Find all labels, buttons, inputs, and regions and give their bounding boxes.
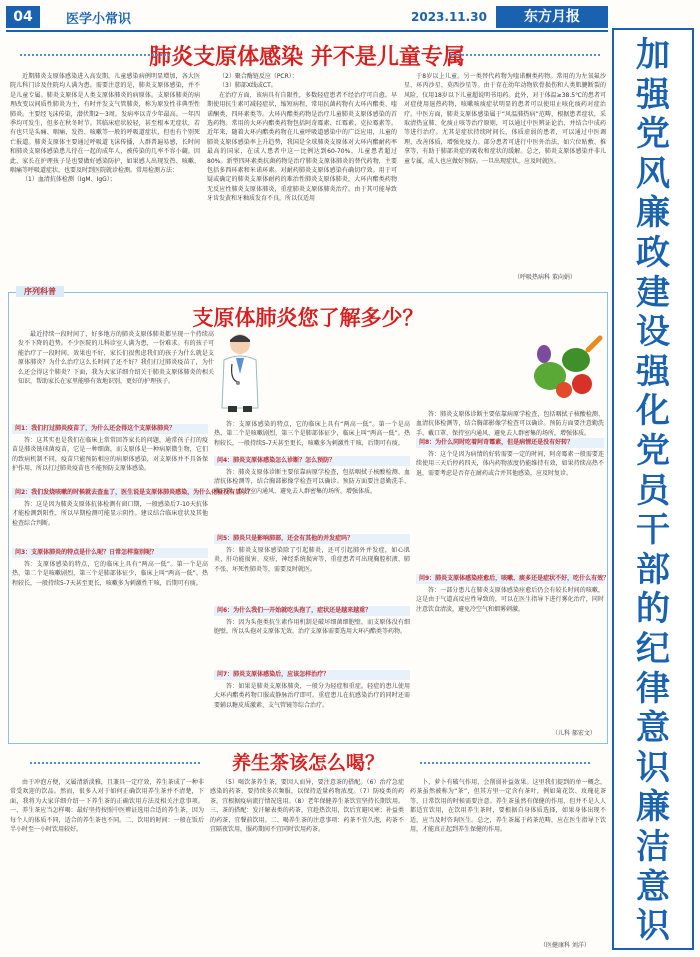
article2-intro — [18, 330, 214, 418]
title3-dots-right — [420, 762, 590, 766]
answer-text: 答：这其实也是我们在临床上常常回答家长的问题，通常孩子打的疫苗是肺炎链球菌疫苗，它是一种细菌，而支原体是一种病原微生物，它们的致病机制不同，疫苗只能预防相应的病原体感染，对支原体并不具备保护作用，所以打过肺炎疫苗也不能预防支原体感染。 — [12, 437, 208, 473]
article1-paragraph: 于8岁以上儿童。另一类替代药物为喹诺酮类药物。常用的为左氧氟沙星、环丙沙星、莫西沙星等。由于存在幼年动物软骨损伤和人类肌腱断裂的风险，仅用18岁以下儿童超说明书用药。此外，对于体温≥38.5℃的患者可对症使用退热药物，咳嗽咳痰症状明显的患者可以使用止咳化痰药对症治疗。中医方面，肺炎支原体感染属于“风温肺热病”范畴，根据患者症状，采取清热宣肺、化痰止咳等治疗原则，可以通过中医辨证论治，并结合中成药等进行治疗。尤其是症状持续时间长，体质虚弱的患者，可以通过中医调理，改善体质，增强免疫力。部分患者可进行中医外治法，如穴位贴敷、推拿等，有助于肺部炎症的吸收和症状的缓解。总之，肺炎支原体感染并非儿童专属，成人也应做好预防，一旦出现症状，应及时就医。 — [404, 73, 606, 165]
article2-intro-text: 最近持续一段时间了，好多地方的肺炎支原体肺炎都呈现一个持续高发不下降的趋势。不少医院的儿科诊室人满为患，一份难求。有的孩子可能治疗了一段时间，效果也不好，家长们很焦虑我们的孩子为什么就是支原体肺炎？为什么治疗这么长时间了还不好？我们打过肺炎疫苗了，为什么还会得这个肺炎？下面，我为大家详细介绍关于肺炎支原体肺炎的相关知识，帮助家长在家里能够有效地识别，更好的护理孩子。 — [18, 331, 214, 386]
slogan-char: 干 — [636, 510, 670, 551]
answer-1 — [12, 436, 208, 484]
article1-item: （3）肺部X线或CT。 — [219, 82, 277, 90]
column-title: 医学小常识 — [66, 12, 132, 27]
article2-col3-lead — [416, 410, 604, 437]
slogan-char: 风 — [636, 153, 670, 194]
article1-signature: （呼吸热病科 董向娟） — [514, 274, 576, 281]
question-1: 问1：我们打过肺炎疫苗了，为什么还会得这个支原体肺炎？ — [12, 424, 208, 434]
slogan-char: 员 — [636, 470, 670, 511]
question-4: 问4：肺炎支原体感染怎么诊断？怎么预防？ — [214, 456, 410, 466]
slogan-char: 意 — [636, 866, 670, 907]
answer-3 — [12, 560, 208, 736]
article3-title: 养生茶该怎么喝？ — [231, 752, 384, 774]
answer-7 — [214, 682, 410, 738]
answer-text: 答：因为头孢类抗生素作用机制是破坏细菌细胞壁，而支原体没有细胞壁，所以头孢对支原体无效。治疗支原体需要选用大环内酯类等药物。 — [214, 619, 410, 636]
answer-9 — [416, 586, 604, 710]
answer-text: 答：支原体感染的特点，它的临床上具有“两高一低”。第一个是高热，第二个是咳嗽剧烈，第三个是肺部体征少，临床上叫“两高一低”。热程较长，一般持续5-7天甚至更长，咳嗽多为刺激性干咳，后期可有痰。 — [12, 561, 208, 587]
slogan-char: 洁 — [636, 827, 670, 867]
title-dots-right — [450, 54, 600, 58]
question-3: 问3：支原体肺炎的特点是什么呢？日常怎样鉴别呢？ — [12, 548, 208, 558]
question-5: 问5：肺炎只是影响肺部，还会有其他的并发症吗？ — [214, 534, 410, 544]
article1-paragraph: 近期肺炎支原体感染进入高发期，儿童感染病例明显增加，各大医院儿科门诊及住院均人满为患。需要注意的是，肺炎支原体感染，并不是儿童专属。肺炎支原体是人类支原体肺炎的病原体。支原体肺炎的病理改变以间质性肺炎为主，有时并发支气管肺炎，称为原发性非典型性肺炎。主要经飞沫传染，潜伏期2～3周，发病率以青少年最高。一年四季均可发生，但多在秋冬时节。其临床症状较轻，甚至根本无症状，若有也只是头痛、咽痛、发热、咳嗽等一般的呼吸道症状，但也有个别死亡报道。肺炎支原体主要通过呼吸道飞沫传播，人群普遍易感，长时间和肺炎支原体感染患儿待在一起的成年人，被传染的几率不容小觑。因此，家长在护理孩子是也要做好感染防护，如果感人出现发热、咳嗽、咽痛等呼吸道症状，也要及时到医院就诊检测。常用检测方法： — [10, 73, 200, 175]
slogan-char: 识 — [636, 747, 670, 788]
title-dots-left — [20, 54, 170, 58]
slogan-char: 设 — [636, 312, 670, 353]
slogan-column — [612, 28, 694, 950]
answer-text: 答：一部分患儿在肺炎支原体感染痊愈后仍会有较长时间的咳嗽，这是由于气道高反应性导致的，可以在医生指导下进行雾化治疗，同时注意饮食清淡，避免冷空气和烟雾刺激。 — [416, 587, 604, 613]
slogan-char: 政 — [636, 233, 670, 273]
article2-title: 支原体肺炎您了解多少？ — [192, 306, 424, 330]
article3-paragraph: （5）喝饮茶养生茶，要因人而异，要注意茶的搭配。（6）治疗急症感染的药茶，要持续多次频服，以保持适量药物浓度。（7）防疫类的药茶，宜根据疫病流行情况选用。（8）老年保健养生茶饮宜坚持长期饮用。三、茶的搭配：发汗解表类的药茶，宜趁热饮用，饮后宜避风寒；补益类的药茶，宜餐前饮用。二、喝养生茶的注意事项：药茶不宜久泡，药茶不宜隔夜饮用，服药期间不宜同时饮用药茶。 — [210, 779, 404, 834]
slogan-char: 廉 — [636, 193, 670, 234]
slogan-char: 化 — [636, 391, 670, 432]
question-2: 问2：我们发烧咳嗽的时候就去查血了，医生说是支原体肺炎感染，为什么化验没有显示？ — [12, 488, 208, 498]
answer-text: 答：这是因为肺炎支原体抗体检测有窗口期，一般感染后7-10天抗体才能检测到阳性，所以早期检测可能显示阴性。建议结合临床症状及其他检查综合判断。 — [12, 501, 208, 527]
slogan-char: 建 — [636, 272, 670, 313]
slogan-char: 加 — [636, 35, 670, 75]
article3-column-3 — [410, 778, 606, 936]
article2-col2-lead — [214, 420, 410, 450]
question-9: 问9：肺炎支原体感染痊愈后，咳嗽、痰多还是症状不好，吃什么有效？ — [416, 574, 604, 584]
answer-text: 答：支原体感染的特点，它的临床上具有“两高一低”。第一个是高热，第二个是咳嗽剧烈，第三个是肺部体征少，临床上叫“两高一低”。热程较长，一般持续5-7天甚至更长，咳嗽多为刺激性干咳，后期可有痰。 — [214, 421, 410, 447]
article1-title: 肺炎支原体感染 并不是儿童专属 — [149, 45, 465, 70]
article1-item: （1）血清抗体检测（IgM、IgG）； — [22, 176, 116, 184]
answer-text: 答：如果是肺炎支原体肺炎，一般分为轻症和重症。轻症的患儿使用大环内酯类药物口服或静脉治疗即可。重症患儿在抗感染治疗的同时还需要辅以糖皮质激素、支气管镜等综合治疗。 — [214, 683, 410, 709]
slogan-char: 纪 — [636, 629, 670, 669]
question-7: 问7：肺炎支原体感染后，应该怎样治疗？ — [214, 670, 410, 680]
title3-dots-left — [30, 762, 200, 766]
answer-text: 答：这个是因为病情的好转需要一定的时间，阿奇霉素一般需要连续使用三天后停药四天，体内药物浓度仍能维持有效，如果持续高热不退，需要考虑是否存在耐药或合并其他感染，应及时复诊。 — [416, 451, 604, 477]
article2-signature: （儿科 郝宏文） — [552, 730, 596, 737]
article3-column-2 — [210, 778, 404, 950]
answer-4 — [214, 468, 410, 528]
vegetables-illustration — [530, 330, 604, 404]
page-header — [6, 6, 608, 32]
answer-5 — [214, 546, 410, 602]
question-6: 问6：为什么我们一开始就吃头孢了，症状还是越来越重？ — [214, 606, 410, 616]
slogan-char: 律 — [636, 668, 670, 709]
slogan-char: 强 — [636, 74, 670, 115]
page-number: 04 — [6, 6, 40, 28]
article3-column-1 — [10, 778, 204, 950]
answer-6 — [214, 618, 410, 666]
article3-signature: （医健康科 刘洋） — [540, 942, 590, 949]
slogan-char: 的 — [636, 589, 670, 630]
article1-column-3 — [404, 72, 606, 268]
paper-name: 东方月报 — [496, 6, 608, 28]
article1-paragraph: 在治疗方面，该病具有自限性，多数轻症患者不经治疗可自愈。早期使用抗生素可减轻症状，缩短病程，常用抗菌药物有大环内酯类、喹诺酮类、四环素类等。大环内酯类药物是治疗儿童肺炎支原体感染的首选药物。常用的大环内酯类药物包括阿奇霉素、红霉素、克拉霉素等。近年来，随着大环内酯类药物在儿童呼吸道感染中的广泛应用，儿童的肺炎支原体感染率上升趋势，我国是全球肺炎支原体对大环内酯耐药率最高的国家，在成人患者中这一比例达到60-70%，儿童患者超过80%。新型四环素类抗菌药物是治疗肺炎支原体肺炎的替代药物，主要包括多西环素和米诺环素。对耐药肺炎支原体感染有确切疗效。用于可疑或确定的肺炎支原体耐药的难治性肺炎支原体肺炎，大环内酯类药物无反应性肺炎支原体肺炎，重症肺炎支原体肺炎治疗。由于其可能导致牙齿发黄和牙釉质发育不良，所以仅适用 — [207, 91, 397, 203]
article3-paragraph: 由于冲泡方便，又属清新淡雅，且兼具一定疗效，养生茶成了一种非常受欢迎的饮品。然而，很多人对于如何正确饮用养生茶并不清楚，下面，我将为大家详细介绍一下养生茶的正确饮用方法及相关注意事项。一、养生茶应当怎样喝：最好坚持按照中医辨证选用合适的养生茶，因为每个人的体质不同，适合的养生茶也不同。二、饮用的时间：一般在饭后半小时至一小时饮用较好。 — [10, 779, 204, 834]
answer-8 — [416, 450, 604, 570]
slogan-char: 强 — [636, 351, 670, 392]
slogan-char: 党 — [636, 431, 670, 471]
article3-paragraph: 卜、萝卜有破气作用，会削弱补益效果。这里我们提到的单一概念，药茶虽然被称为“茶”，但其方里一定含有茶叶，例如菊花饮、玫瑰花茶等，日常饮用的时候需要注意。养生茶虽然有保健的作用，但并不是人人都适宜饮用，在饮用养生茶时，要根据自身体质选择，如果身体出现不适，应当及时咨询医生。总之，养生茶属于药茶范畴，应在医生指导下饮用，才能真正起到养生保健的作用。 — [410, 779, 606, 834]
answer-text: 答：肺炎支原体感染除了引起肺炎，还可引起肺外并发症，如心肌炎、肝功能损害、皮疹、神经系统损害等，重症患者可出现胸腔积液、肺不张、坏死性肺炎等，需要及时就医。 — [214, 547, 410, 573]
question-8: 问8：为什么同时吃着阿奇霉素，但是病情还是没有好转？ — [416, 438, 604, 448]
article1-column-1 — [10, 72, 200, 282]
answer-text: 答：肺炎支原体诊断主要依靠病原学检查，包括咽拭子核酸检测、血清抗体检测等，结合胸部影像学检查可以确诊。预防方面要注意勤洗手、戴口罩、保持室内通风、避免去人群密集的场所，增强体质。 — [214, 469, 410, 495]
series-tag: 序列科普 — [16, 286, 64, 297]
answer-2 — [12, 500, 208, 544]
issue-date: 2023.11.30 — [411, 10, 487, 24]
answer-text: 答：肺炎支原体诊断主要依靠病原学检查，包括咽拭子核酸检测、血清抗体检测等，结合胸部影像学检查可以确诊。预防方面要注意勤洗手、戴口罩、保持室内通风、避免去人群密集的场所，增强体质。 — [416, 411, 604, 437]
article1-column-2 — [207, 72, 397, 282]
slogan-char: 识 — [636, 906, 670, 947]
slogan-char: 意 — [636, 708, 670, 749]
doctor-illustration — [218, 330, 262, 414]
article1-item: （2）聚合酶链反应（PCR）； — [219, 73, 298, 80]
slogan-char: 廉 — [636, 787, 670, 828]
slogan-char: 党 — [636, 114, 670, 155]
slogan-char: 部 — [636, 549, 670, 590]
